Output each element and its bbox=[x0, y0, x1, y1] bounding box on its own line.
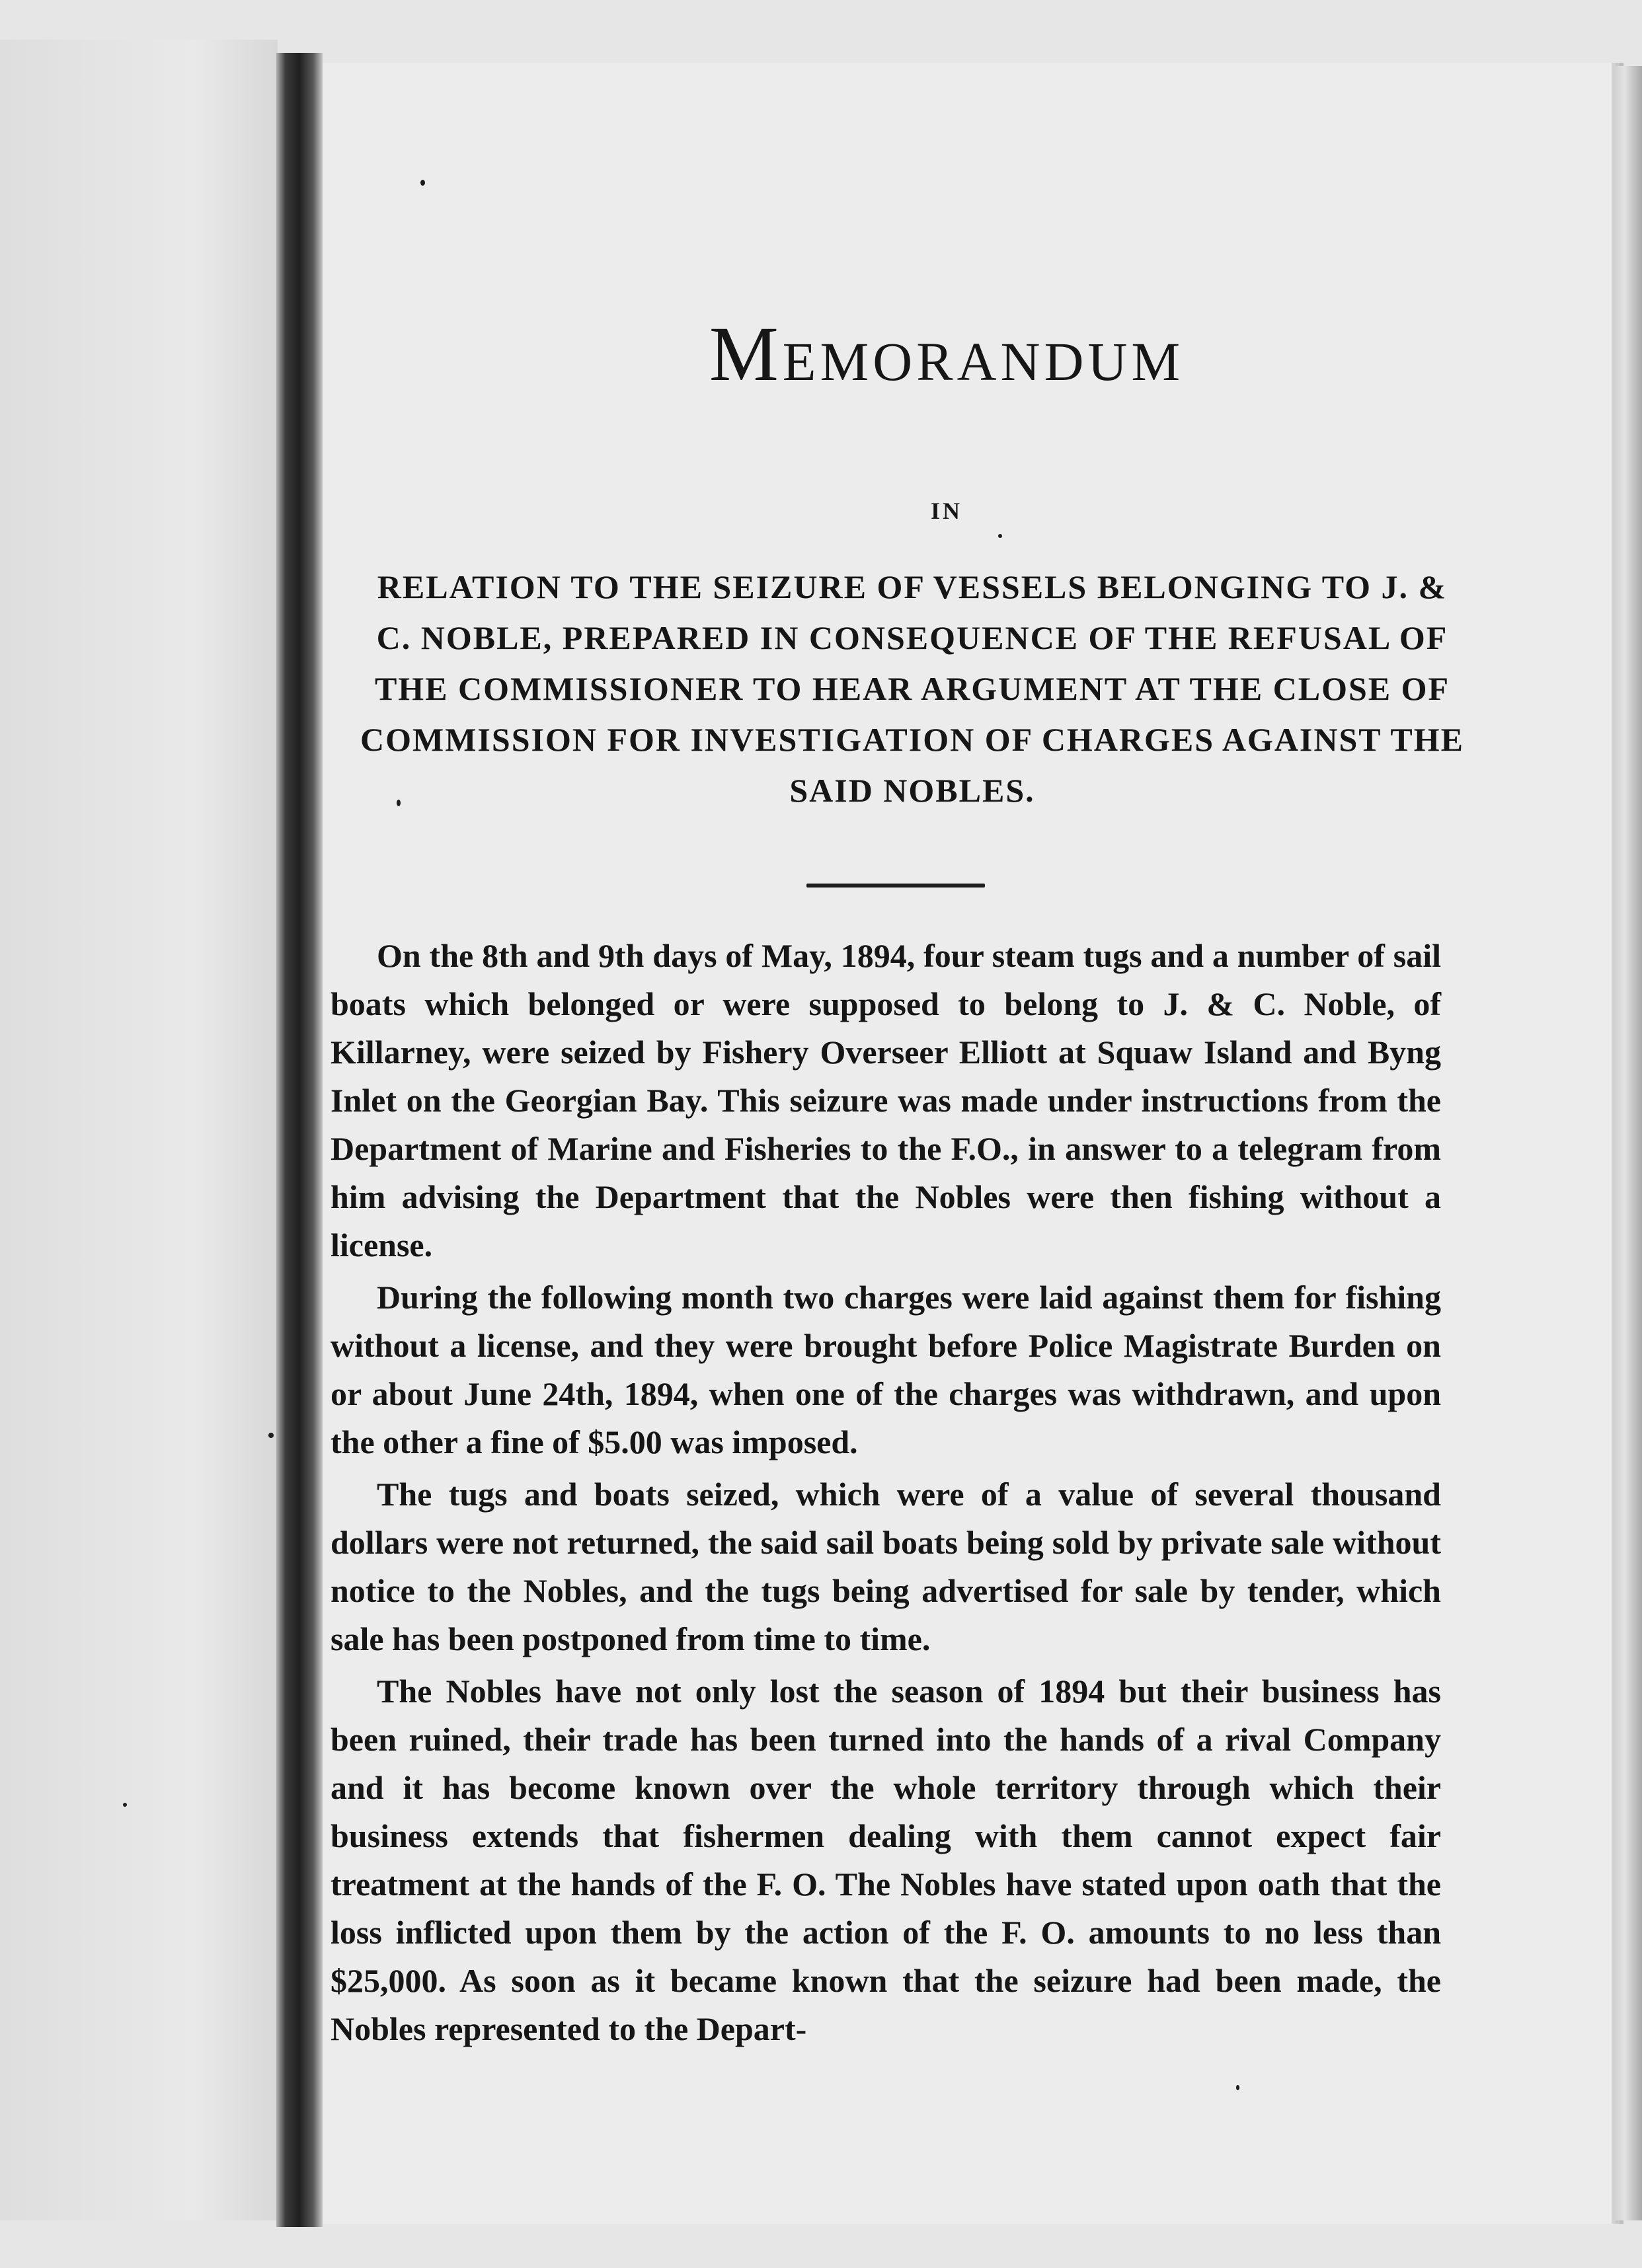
scan-speck bbox=[268, 1433, 274, 1438]
page-title: Memorandum bbox=[709, 311, 1185, 397]
paragraph-2: During the following month two charges were laid against them for fishing without a license, and they were brought before Police Magistrate Burden on or about June 24th, 1894, when one of the charges was withdrawn, and upon the other a fine of $5.00 was imposed. bbox=[331, 1279, 1441, 1460]
paragraph-4: The Nobles have not only lost the season of 1894 but their business has been ruined, their trade has been turned into the hands of a rival Company and it has become known over the whole territory through which their business extends that fishermen dealing with them cannot expect fair treatment at the hands of the F. O. The Nobles have stated upon oath that the loss inflicted upon them by the action of the F. O. amounts to no less than $25,000. As soon as it became known that the seizure had been made, the Nobles represented to the Depart- bbox=[331, 1673, 1441, 2047]
paragraph-1: On the 8th and 9th days of May, 1894, four steam tugs and a number of sail boats which belonged or were supposed to belong to J. & C. Noble, of Killarney, were seized by Fishery Overseer Elliott at Squaw Island and Byng Inlet on the Georgian Bay. This seizure was made under instructions from the Department of Marine and Fisheries to the F.O., in answer to a telegram from him advising the Department that the Nobles were then fishing without a license. bbox=[331, 937, 1441, 1264]
scan-speck bbox=[420, 180, 425, 186]
paragraph-3: The tugs and boats seized, which were of a value of several thousand dollars were not returned, the said sail boats being sold by private sale without notice to the Nobles, and the tugs being advertised for sale by tender, which sale has been postponed from time to time. bbox=[331, 1476, 1441, 1657]
memorandum-subtitle: RELATION TO THE SEIZURE OF VESSELS BELONGING TO J. & C. NOBLE, PREPARED IN CONSEQUENCE OF THE REFUSAL OF THE COMMISSIONER TO HEAR ARGUMENT AT THE CLOSE OF COMMISSION FOR INVESTIGATION OF CHARGES AGAINST THE SAID NOBLES. bbox=[360, 568, 1464, 809]
scan-speck bbox=[397, 800, 401, 806]
scan-speck bbox=[123, 1803, 127, 1807]
scan-speck bbox=[998, 534, 1002, 538]
section-divider bbox=[806, 884, 985, 888]
title-connector: IN bbox=[930, 498, 962, 524]
body-text bbox=[331, 932, 1441, 2057]
scan-speck bbox=[1236, 2085, 1239, 2090]
